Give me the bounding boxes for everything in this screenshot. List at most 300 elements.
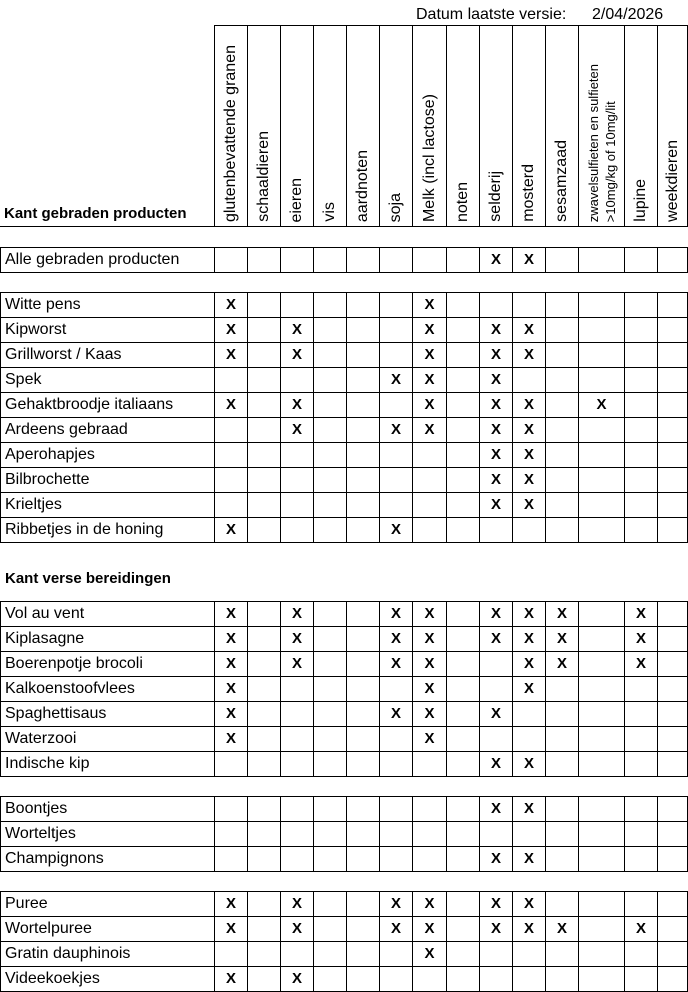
product-name: Gehaktbroodje italiaans — [0, 392, 214, 417]
allergen-mark — [657, 751, 687, 776]
product-row — [0, 941, 687, 966]
allergen-mark — [657, 916, 687, 941]
product-group — [0, 601, 688, 777]
allergen-mark — [545, 517, 578, 542]
allergen-label — [553, 140, 571, 222]
allergen-header — [545, 25, 578, 226]
allergen-mark: X — [280, 966, 313, 991]
allergen-mark: X — [214, 317, 247, 342]
allergen-mark: X — [412, 941, 446, 966]
allergen-mark: X — [412, 651, 446, 676]
allergen-mark — [346, 601, 379, 626]
allergen-mark — [379, 941, 412, 966]
product-row — [0, 342, 687, 367]
product-name: Alle gebraden producten — [0, 247, 214, 272]
allergen-mark — [578, 601, 624, 626]
allergen-mark — [412, 846, 446, 871]
allergen-mark — [313, 247, 346, 272]
allergen-mark — [578, 517, 624, 542]
allergen-mark — [657, 442, 687, 467]
allergen-mark — [479, 651, 512, 676]
allergen-mark — [446, 701, 479, 726]
allergen-mark — [446, 517, 479, 542]
allergen-header — [280, 25, 313, 226]
allergen-mark — [280, 796, 313, 821]
allergen-mark — [346, 891, 379, 916]
allergen-mark — [624, 417, 657, 442]
allergen-mark — [578, 796, 624, 821]
allergen-mark — [214, 941, 247, 966]
allergen-mark: X — [624, 651, 657, 676]
allergen-mark — [313, 467, 346, 492]
allergen-mark — [624, 442, 657, 467]
allergen-mark — [545, 467, 578, 492]
allergen-mark — [578, 292, 624, 317]
allergen-mark — [313, 342, 346, 367]
allergen-mark: X — [214, 916, 247, 941]
allergen-header — [346, 25, 379, 226]
allergen-mark — [412, 821, 446, 846]
allergen-mark — [446, 916, 479, 941]
allergen-mark: X — [214, 966, 247, 991]
allergen-mark — [657, 676, 687, 701]
allergen-mark: X — [280, 317, 313, 342]
allergen-mark — [247, 417, 280, 442]
product-name: Aperohapjes — [0, 442, 214, 467]
allergen-mark — [624, 392, 657, 417]
allergen-mark — [657, 701, 687, 726]
allergen-mark — [512, 966, 545, 991]
allergen-header — [379, 25, 412, 226]
product-row — [0, 966, 687, 991]
allergen-mark — [412, 751, 446, 776]
allergen-mark — [446, 467, 479, 492]
allergen-mark — [313, 966, 346, 991]
allergen-mark — [280, 517, 313, 542]
allergen-mark: X — [379, 601, 412, 626]
allergen-mark: X — [512, 417, 545, 442]
allergen-header — [624, 25, 657, 226]
allergen-mark — [379, 342, 412, 367]
allergen-mark — [346, 676, 379, 701]
allergen-mark — [247, 247, 280, 272]
allergen-mark — [545, 751, 578, 776]
allergen-mark — [446, 292, 479, 317]
product-name: Boontjes — [0, 796, 214, 821]
allergen-label-line: glutenbevattende granen — [222, 44, 239, 222]
allergen-table-header — [0, 25, 688, 227]
allergen-mark — [446, 492, 479, 517]
allergen-mark — [313, 601, 346, 626]
allergen-label — [454, 182, 472, 222]
allergen-mark: X — [479, 367, 512, 392]
allergen-mark — [512, 292, 545, 317]
product-row — [0, 292, 687, 317]
allergen-mark: X — [479, 626, 512, 651]
allergen-mark — [346, 367, 379, 392]
allergen-mark — [346, 796, 379, 821]
allergen-mark — [479, 966, 512, 991]
allergen-mark: X — [379, 651, 412, 676]
allergen-mark: X — [512, 492, 545, 517]
product-row — [0, 701, 687, 726]
product-row — [0, 601, 687, 626]
product-name: Ribbetjes in de honing — [0, 517, 214, 542]
allergen-mark — [446, 966, 479, 991]
allergen-header — [479, 25, 512, 226]
allergen-mark — [247, 941, 280, 966]
allergen-mark: X — [545, 651, 578, 676]
allergen-mark: X — [479, 701, 512, 726]
allergen-mark — [657, 247, 687, 272]
allergen-mark — [313, 676, 346, 701]
allergen-mark — [214, 467, 247, 492]
allergen-mark — [313, 417, 346, 442]
allergen-mark — [446, 726, 479, 751]
allergen-mark: X — [479, 392, 512, 417]
allergen-mark — [313, 317, 346, 342]
allergen-mark — [346, 292, 379, 317]
allergen-mark — [346, 726, 379, 751]
allergen-mark — [446, 846, 479, 871]
version-line — [0, 5, 688, 25]
product-name: Grillworst / Kaas — [0, 342, 214, 367]
allergen-mark — [379, 392, 412, 417]
allergen-mark — [578, 417, 624, 442]
allergen-mark — [247, 626, 280, 651]
allergen-mark: X — [479, 247, 512, 272]
allergen-mark: X — [578, 392, 624, 417]
allergen-label — [222, 45, 240, 222]
allergen-mark — [412, 467, 446, 492]
allergen-mark — [657, 292, 687, 317]
allergen-mark — [578, 317, 624, 342]
allergen-label-line: soja — [387, 192, 404, 222]
allergen-mark — [624, 701, 657, 726]
allergen-mark — [280, 367, 313, 392]
allergen-mark: X — [412, 367, 446, 392]
allergen-mark — [545, 392, 578, 417]
product-group — [0, 891, 688, 992]
allergen-mark — [247, 701, 280, 726]
product-name: Spek — [0, 367, 214, 392]
allergen-label — [421, 94, 439, 222]
allergen-mark — [247, 342, 280, 367]
version-date: 2/04/2026 — [592, 6, 664, 23]
allergen-mark: X — [379, 417, 412, 442]
allergen-mark — [446, 367, 479, 392]
allergen-mark — [214, 247, 247, 272]
allergen-label-line: selderij — [487, 171, 504, 222]
allergen-mark — [346, 821, 379, 846]
allergen-mark — [379, 821, 412, 846]
product-name: Gratin dauphinois — [0, 941, 214, 966]
allergen-mark — [280, 676, 313, 701]
allergen-mark — [247, 676, 280, 701]
allergen-mark — [657, 317, 687, 342]
allergen-mark — [346, 492, 379, 517]
allergen-mark — [313, 916, 346, 941]
allergen-mark — [280, 292, 313, 317]
allergen-mark: X — [379, 367, 412, 392]
allergen-mark: X — [479, 751, 512, 776]
allergen-mark — [479, 292, 512, 317]
product-name: Boerenpotje brocoli — [0, 651, 214, 676]
allergen-label — [354, 150, 372, 222]
allergen-mark — [446, 796, 479, 821]
allergen-mark — [657, 417, 687, 442]
allergen-mark: X — [379, 701, 412, 726]
allergen-mark — [247, 517, 280, 542]
allergen-mark — [313, 846, 346, 871]
product-name: Worteltjes — [0, 821, 214, 846]
allergen-mark — [214, 492, 247, 517]
allergen-mark: X — [214, 701, 247, 726]
allergen-mark: X — [412, 891, 446, 916]
allergen-mark — [379, 317, 412, 342]
allergen-mark — [412, 492, 446, 517]
allergen-mark — [545, 676, 578, 701]
allergen-mark — [624, 467, 657, 492]
allergen-label — [585, 64, 619, 222]
product-row — [0, 916, 687, 941]
allergen-mark: X — [412, 292, 446, 317]
product-name: Videekoekjes — [0, 966, 214, 991]
allergen-mark — [512, 367, 545, 392]
allergen-mark — [545, 796, 578, 821]
allergen-mark — [657, 941, 687, 966]
allergen-mark — [313, 392, 346, 417]
allergen-mark — [346, 442, 379, 467]
product-row — [0, 846, 687, 871]
allergen-mark — [280, 442, 313, 467]
allergen-mark — [313, 292, 346, 317]
product-name: Puree — [0, 891, 214, 916]
allergen-label-line: aardnoten — [354, 149, 371, 222]
allergen-mark — [512, 726, 545, 751]
allergen-mark: X — [214, 292, 247, 317]
allergen-mark — [578, 467, 624, 492]
allergen-mark: X — [512, 392, 545, 417]
allergen-mark — [479, 726, 512, 751]
allergen-mark — [479, 821, 512, 846]
allergen-header — [446, 25, 479, 226]
allergen-mark: X — [545, 916, 578, 941]
product-name: Kiplasagne — [0, 626, 214, 651]
product-row — [0, 891, 687, 916]
allergen-mark — [247, 601, 280, 626]
allergen-mark: X — [512, 796, 545, 821]
allergen-mark: X — [624, 626, 657, 651]
allergen-mark — [446, 601, 479, 626]
allergen-mark — [280, 701, 313, 726]
allergen-mark — [578, 726, 624, 751]
allergen-mark — [624, 317, 657, 342]
allergen-mark — [247, 467, 280, 492]
allergen-mark — [379, 492, 412, 517]
allergen-mark — [412, 966, 446, 991]
allergen-mark — [280, 492, 313, 517]
allergen-mark — [346, 342, 379, 367]
allergen-mark — [657, 342, 687, 367]
allergen-label — [321, 202, 339, 222]
allergen-mark — [313, 891, 346, 916]
allergen-mark: X — [412, 342, 446, 367]
allergen-mark: X — [280, 392, 313, 417]
allergen-label-line: vis — [321, 202, 338, 222]
allergen-mark — [379, 796, 412, 821]
allergen-mark: X — [412, 626, 446, 651]
allergen-mark — [657, 601, 687, 626]
allergen-mark — [346, 317, 379, 342]
allergen-mark — [578, 916, 624, 941]
allergen-mark: X — [379, 891, 412, 916]
allergen-mark: X — [280, 916, 313, 941]
allergen-mark: X — [512, 601, 545, 626]
allergen-mark — [346, 417, 379, 442]
allergen-mark — [379, 751, 412, 776]
allergen-mark — [512, 821, 545, 846]
product-name: Spaghettisaus — [0, 701, 214, 726]
allergen-mark — [379, 676, 412, 701]
allergen-mark — [446, 651, 479, 676]
allergen-mark: X — [512, 442, 545, 467]
allergen-mark: X — [624, 601, 657, 626]
allergen-label-line: noten — [454, 181, 471, 222]
allergen-mark — [545, 417, 578, 442]
allergen-header — [657, 25, 687, 226]
allergen-mark — [247, 442, 280, 467]
allergen-mark — [545, 342, 578, 367]
allergen-mark — [446, 751, 479, 776]
allergen-mark — [280, 941, 313, 966]
allergen-mark — [247, 751, 280, 776]
allergen-mark — [512, 941, 545, 966]
allergen-mark — [313, 626, 346, 651]
allergen-mark — [346, 941, 379, 966]
section-title-gebraden: Kant gebraden producten — [4, 205, 187, 222]
product-row — [0, 651, 687, 676]
allergen-mark — [479, 517, 512, 542]
allergen-mark — [379, 442, 412, 467]
allergen-mark — [657, 726, 687, 751]
allergen-mark: X — [512, 467, 545, 492]
allergen-header — [412, 25, 446, 226]
allergen-mark: X — [479, 467, 512, 492]
allergen-mark: X — [412, 701, 446, 726]
allergen-mark — [247, 317, 280, 342]
allergen-mark — [624, 941, 657, 966]
allergen-mark: X — [214, 517, 247, 542]
allergen-mark — [624, 821, 657, 846]
allergen-mark — [412, 247, 446, 272]
allergen-mark — [313, 492, 346, 517]
allergen-mark — [446, 247, 479, 272]
allergen-mark — [446, 342, 479, 367]
allergen-mark — [313, 442, 346, 467]
allergen-mark — [446, 417, 479, 442]
allergen-mark: X — [214, 601, 247, 626]
allergen-mark: X — [479, 846, 512, 871]
product-row — [0, 751, 687, 776]
allergen-mark — [214, 821, 247, 846]
allergen-mark — [624, 492, 657, 517]
product-name: Witte pens — [0, 292, 214, 317]
product-row — [0, 392, 687, 417]
allergen-mark: X — [512, 916, 545, 941]
allergen-mark — [624, 367, 657, 392]
allergen-mark — [446, 941, 479, 966]
product-row — [0, 367, 687, 392]
allergen-mark — [379, 966, 412, 991]
allergen-header — [578, 25, 624, 226]
allergen-mark — [346, 966, 379, 991]
allergen-mark — [624, 292, 657, 317]
allergen-mark — [578, 676, 624, 701]
allergen-mark: X — [512, 846, 545, 871]
allergen-mark — [346, 846, 379, 871]
allergen-mark — [346, 626, 379, 651]
allergen-mark — [346, 392, 379, 417]
allergen-mark: X — [412, 392, 446, 417]
allergen-mark — [346, 651, 379, 676]
allergen-mark — [545, 442, 578, 467]
allergen-mark: X — [280, 626, 313, 651]
allergen-mark: X — [280, 891, 313, 916]
allergen-mark — [446, 317, 479, 342]
allergen-mark — [247, 726, 280, 751]
allergen-mark — [479, 941, 512, 966]
allergen-mark: X — [214, 392, 247, 417]
allergen-mark — [512, 517, 545, 542]
product-name: Ardeens gebraad — [0, 417, 214, 442]
allergen-mark: X — [512, 651, 545, 676]
allergen-label — [520, 164, 538, 222]
allergen-mark — [578, 701, 624, 726]
allergen-mark — [412, 442, 446, 467]
allergen-mark — [578, 247, 624, 272]
allergen-mark — [214, 846, 247, 871]
allergen-mark — [280, 726, 313, 751]
allergen-mark: X — [280, 417, 313, 442]
allergen-mark — [446, 891, 479, 916]
allergen-mark — [247, 392, 280, 417]
allergen-header — [214, 25, 247, 226]
allergen-header — [247, 25, 280, 226]
allergen-mark: X — [280, 651, 313, 676]
allergen-mark — [545, 247, 578, 272]
allergen-mark — [624, 342, 657, 367]
allergen-label — [487, 171, 505, 222]
allergen-mark — [247, 821, 280, 846]
allergen-mark: X — [379, 916, 412, 941]
product-row — [0, 467, 687, 492]
allergen-mark — [214, 417, 247, 442]
allergen-mark — [346, 517, 379, 542]
allergen-label — [664, 140, 682, 222]
allergen-mark — [214, 442, 247, 467]
allergen-mark — [379, 726, 412, 751]
allergen-mark: X — [280, 342, 313, 367]
allergen-mark — [214, 796, 247, 821]
allergen-mark — [545, 941, 578, 966]
product-name: Vol au vent — [0, 601, 214, 626]
allergen-mark — [446, 821, 479, 846]
allergen-mark — [545, 292, 578, 317]
allergen-mark — [578, 342, 624, 367]
allergen-mark: X — [512, 317, 545, 342]
product-name: Kalkoenstoofvlees — [0, 676, 214, 701]
